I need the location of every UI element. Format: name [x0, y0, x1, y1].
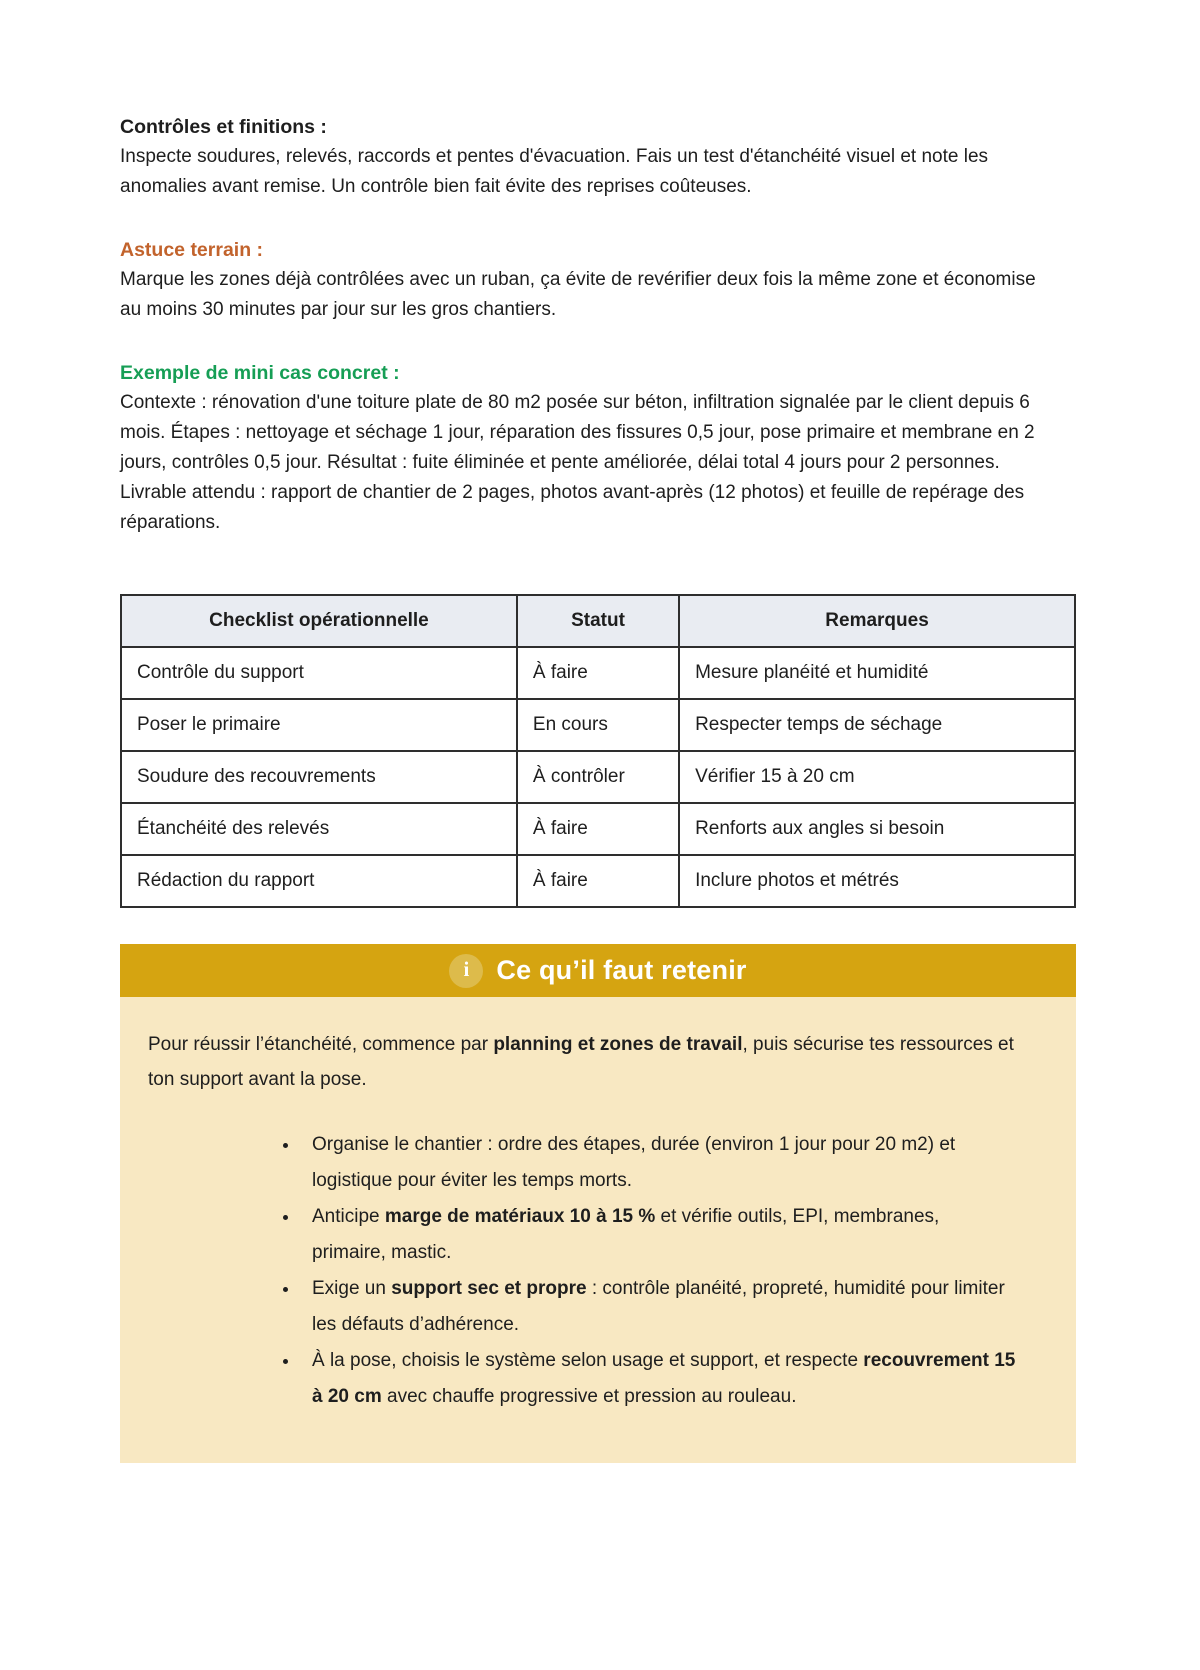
section-controles-finitions	[120, 112, 1076, 202]
task-cell: Étanchéité des relevés	[121, 803, 517, 855]
remark-cell: Respecter temps de séchage	[679, 699, 1075, 751]
status-cell: À contrôler	[517, 751, 679, 803]
takeaway-bullet: • Organise le chantier : ordre des étapes, durée (environ 1 jour pour 20 m2) et logistique pour éviter les temps morts.	[300, 1127, 1018, 1199]
status-cell: À faire	[517, 855, 679, 907]
status-cell: En cours	[517, 699, 679, 751]
takeaway-list	[148, 1127, 1018, 1415]
task-cell: Contrôle du support	[121, 647, 517, 699]
section-exemple-cas	[120, 358, 1076, 538]
info-icon	[449, 954, 483, 988]
status-cell: À faire	[517, 803, 679, 855]
takeaway-body	[120, 997, 1076, 1463]
table-row	[121, 647, 1075, 699]
checklist-table-body	[121, 647, 1075, 907]
section-paragraph-exemple: Contexte : rénovation d'une toiture plate de 80 m2 posée sur béton, infiltration signalée par le client depuis 6 mois. Étapes : nettoyage et séchage 1 jour, réparation des fissures 0,5 jour, pose primaire et membrane en 2 jours, contrôles 0,5 jour. Résultat : fuite éliminée et pente améliorée, délai total 4 jours pour 2 personnes. Livrable attendu : rapport de chantier de 2 pages, photos avant-après (12 photos) et feuille de repérage des réparations.	[120, 392, 1035, 533]
table-row	[121, 855, 1075, 907]
table-row	[121, 751, 1075, 803]
remark-cell: Inclure photos et métrés	[679, 855, 1075, 907]
info-icon-glyph: i	[463, 957, 470, 981]
table-header-checklist: Checklist opérationnelle	[121, 595, 517, 647]
task-cell: Poser le primaire	[121, 699, 517, 751]
document-page	[120, 0, 1076, 1463]
remark-cell: Renforts aux angles si besoin	[679, 803, 1075, 855]
remark-cell: Vérifier 15 à 20 cm	[679, 751, 1075, 803]
section-heading-controles: Contrôles et finitions :	[120, 116, 327, 138]
checklist-table	[120, 594, 1076, 908]
status-cell: À faire	[517, 647, 679, 699]
takeaway-bullet: • Anticipe marge de matériaux 10 à 15 % et vérifie outils, EPI, membranes, primaire, mastic.	[300, 1199, 1018, 1271]
table-header-remarques: Remarques	[679, 595, 1075, 647]
section-astuce-terrain	[120, 235, 1076, 325]
takeaway-title: Ce qu’il faut retenir	[496, 955, 747, 985]
takeaway-callout	[120, 944, 1076, 1463]
takeaway-bullet: • Exige un support sec et propre : contrôle planéité, propreté, humidité pour limiter les défauts d’adhérence.	[300, 1271, 1018, 1343]
table-row	[121, 803, 1075, 855]
takeaway-intro: Pour réussir l’étanchéité, commence par planning et zones de travail, puis sécurise tes ressources et ton support avant la pose.	[148, 1034, 1014, 1090]
table-header-row	[121, 595, 1075, 647]
takeaway-header	[120, 944, 1076, 997]
task-cell: Rédaction du rapport	[121, 855, 517, 907]
remark-cell: Mesure planéité et humidité	[679, 647, 1075, 699]
takeaway-bullet: • À la pose, choisis le système selon usage et support, et respecte recouvrement 15 à 20 cm avec chauffe progressive et pression au rouleau.	[300, 1343, 1018, 1415]
table-header-statut: Statut	[517, 595, 679, 647]
section-paragraph-controles: Inspecte soudures, relevés, raccords et pentes d'évacuation. Fais un test d'étanchéité visuel et note les anomalies avant remise. Un contrôle bien fait évite des reprises coûteuses.	[120, 146, 989, 197]
task-cell: Soudure des recouvrements	[121, 751, 517, 803]
section-heading-exemple: Exemple de mini cas concret :	[120, 362, 400, 384]
section-paragraph-astuce: Marque les zones déjà contrôlées avec un ruban, ça évite de revérifier deux fois la même zone et économise au moins 30 minutes par jour sur les gros chantiers.	[120, 269, 1036, 320]
table-row	[121, 699, 1075, 751]
checklist-table-head	[121, 595, 1075, 647]
section-heading-astuce: Astuce terrain :	[120, 239, 264, 261]
